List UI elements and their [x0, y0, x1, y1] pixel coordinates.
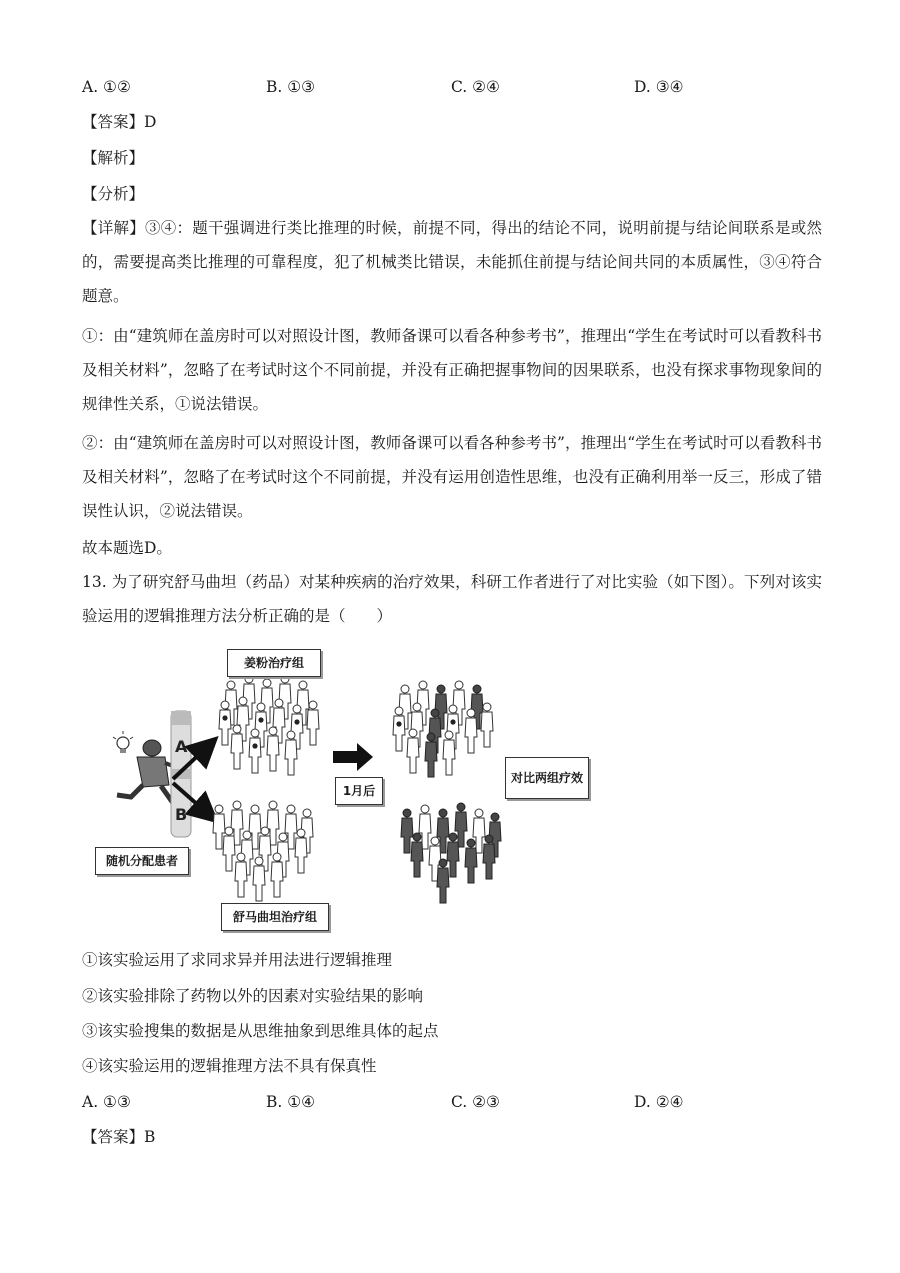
q12-detail-paragraph-1: 【详解】③④：题干强调进行类比推理的时候，前提不同，得出的结论不同，说明前提与结论间联系是或然的，需要提高类比推理的可靠程度，犯了机械类比错误，未能抓住前提与结论间共同的本质属性，③④符合题意。: [82, 219, 822, 305]
q12-option-a: A. ①②: [82, 78, 131, 96]
q12-option-d: D. ③④: [634, 78, 684, 96]
q12-detail-paragraph-2: ①：由“建筑师在盖房时可以对照设计图，教师备课可以看各种参考书”，推理出“学生在考试时可以看教科书及相关材料”，忽略了在考试时这个不同前提，并没有正确把握事物间的因果联系，也没有探求事物现象间的规律性关系，①说法错误。: [82, 327, 822, 413]
ginger-result-crowd: [393, 681, 493, 777]
ginger-group-crowd: [219, 675, 319, 775]
q13-experiment-figure: [95, 645, 595, 935]
right-arrow-icon: [333, 743, 373, 771]
sumatriptan-group-crowd: [213, 801, 313, 901]
one-month-label: 1月后: [335, 777, 383, 805]
q12-answer: 【答案】D: [82, 113, 157, 131]
q13-statement-3: ③该实验搜集的数据是从思维抽象到思维具体的起点: [82, 1022, 439, 1040]
q13-option-d: D. ②④: [634, 1093, 684, 1111]
q13-statement-4: ④该实验运用的逻辑推理方法不具有保真性: [82, 1057, 377, 1075]
ginger-group-label: 姜粉治疗组: [227, 649, 321, 677]
sumatriptan-result-crowd: [401, 803, 501, 903]
lightbulb-icon: [113, 731, 133, 753]
compare-effect-label: 对比两组疗效: [505, 757, 589, 799]
q12-option-b: B. ①③: [266, 78, 316, 96]
q13-option-b: B. ①④: [266, 1093, 316, 1111]
q13-stem: 13. 为了研究舒马曲坦（药品）对某种疾病的治疗效果，科研工作者进行了对比实验（如下图）。下列对该实验运用的逻辑推理方法分析正确的是（ ）: [82, 573, 822, 625]
q13-statement-2: ②该实验排除了药物以外的因素对实验结果的影响: [82, 987, 424, 1005]
letter-b: B: [175, 805, 188, 824]
q12-analysis-heading: 【解析】: [82, 149, 145, 167]
q13-statement-1: ①该实验运用了求同求异并用法进行逻辑推理: [82, 951, 393, 969]
q12-option-c: C. ②④: [451, 78, 500, 96]
sumatriptan-group-label: 舒马曲坦治疗组: [221, 903, 329, 931]
q13-option-c: C. ②③: [451, 1093, 500, 1111]
q13-option-a: A. ①③: [82, 1093, 131, 1111]
q13-answer: 【答案】B: [82, 1128, 156, 1146]
random-assign-label: 随机分配患者: [95, 847, 189, 875]
q12-detail-paragraph-3: ②：由“建筑师在盖房时可以对照设计图，教师备课可以看各种参考书”，推理出“学生在考试时可以看教科书及相关材料”，忽略了在考试时这个不同前提，并没有运用创造性思维，也没有正确利用举一反三，形成了错误性认识，②说法错误。: [82, 434, 822, 520]
q12-fenxi-heading: 【分析】: [82, 185, 145, 203]
letter-a: A: [175, 737, 188, 756]
q12-conclusion: 故本题选D。: [82, 539, 172, 557]
